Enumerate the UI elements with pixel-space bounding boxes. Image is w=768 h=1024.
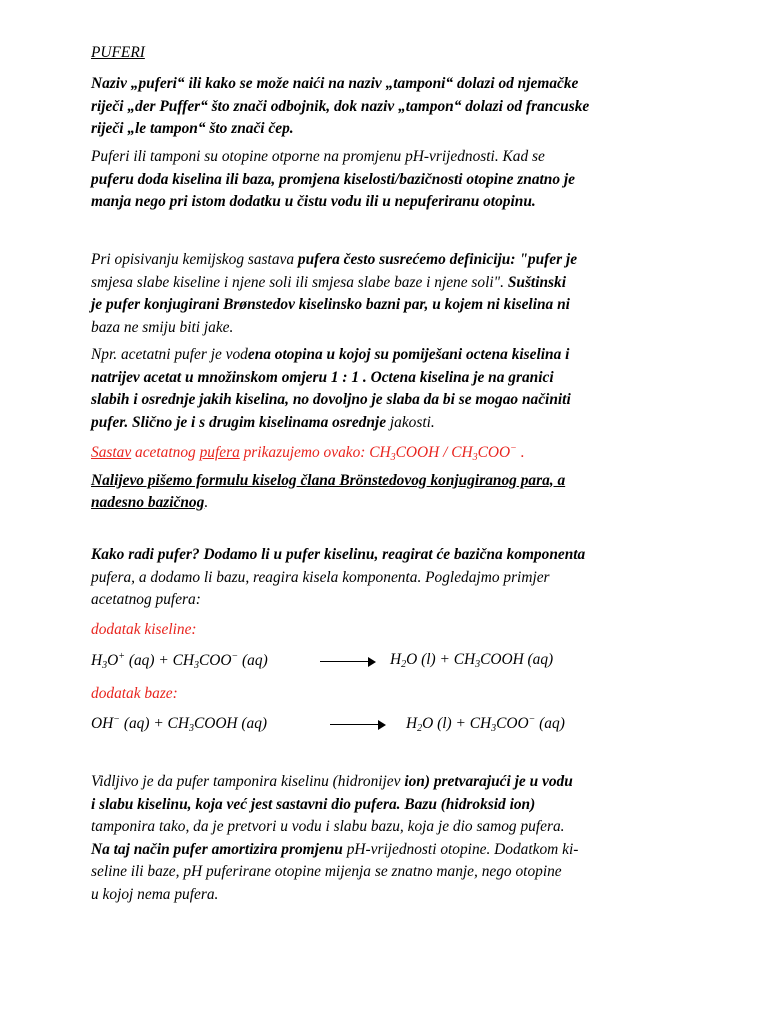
- page-title: PUFERI: [91, 44, 145, 61]
- text-line: tamponira tako, da je pretvori u vodu i slabu bazu, koja je dio samog pufera.: [91, 818, 565, 835]
- text-line: smjesa slabe kiseline i njene soli ili smjesa slabe baze i njene soli". Suštinski: [91, 273, 567, 291]
- text-line: natrijev acetat u množinskom omjeru 1 : 1 . Octena kiselina je na granici: [91, 368, 554, 386]
- text-line: Nalijevo pišemo formulu kiselog člana Brönstedovog konjugiranog para, a: [91, 471, 566, 489]
- text-line: u kojoj nema pufera.: [91, 885, 219, 903]
- text-line: riječi „le tampon“ što znači čep.: [91, 120, 294, 137]
- reaction-arrow-icon: [330, 719, 386, 731]
- text-line: Na taj način pufer amortizira promjenu pH-vrijednosti otopine. Dodatkom ki-: [91, 840, 579, 858]
- text-line: Sastav acetatnog pufera prikazujemo ovako: $CH_3COOH / CH_3COO^-$ .: [91, 443, 525, 463]
- text-line: Vidljivo je da pufer tamponira kiselinu (hidronijev ion) pretvarajući je u vodu: [91, 773, 573, 790]
- equation-left: OH− $(aq) + CH_3COOH$ (aq): [91, 714, 268, 734]
- text-line: Puferi ili tamponi su otopine otporne na promjenu pH-vrijednosti. Kad se: [91, 148, 545, 165]
- text-line: Kako radi pufer? Dodamo li u pufer kiselinu, reagirat će bazična komponenta: [91, 546, 586, 563]
- paragraph-notation: [91, 438, 661, 515]
- text-line: puferu doda kiselina ili baza, promjena kiselosti/bazičnosti otopine znatno je: [91, 170, 576, 188]
- heading-base-addition: dodatak baze:: [91, 685, 178, 702]
- paragraph-definition: [91, 146, 661, 214]
- text-line: Pri opisivanju kemijskog sastava pufera često susrećemo definiciju: "pufer je: [91, 251, 578, 268]
- text-line: acetatnog pufera:: [91, 591, 201, 608]
- text-line: pufera, a dodamo li bazu, reagira kisela komponenta. Pogledajmo primjer: [91, 568, 550, 586]
- text-line: seline ili baze, pH puferirane otopine mijenja se znatno manje, nego otopine: [91, 863, 562, 880]
- paragraph-etymology: [91, 73, 661, 141]
- text-line: nadesno bazičnog.: [91, 494, 209, 511]
- text-line: slabih i osrednje jakih kiselina, no dovoljno je slaba da bi se mogao načiniti: [91, 391, 571, 408]
- text-line: manja nego pri istom dodatku u čistu vodu ili u nepuferiranu otopinu.: [91, 193, 536, 210]
- text-line: Naziv „puferi“ ili kako se može naići na naziv „tamponi“ dolazi od njemačke: [91, 75, 579, 92]
- text-line: je pufer konjugirani Brønstedov kiselinsko bazni par, u kojem ni kiselina ni: [91, 296, 570, 313]
- equation-right: $H_2O$ $(l) + CH_3COOH$ (aq): [390, 651, 554, 670]
- equation-right: $H_2O$ $(l) + CH_3COO^-$ (aq): [406, 714, 565, 734]
- text-line: baza ne smiju biti jake.: [91, 318, 234, 336]
- paragraph-conclusion: [91, 771, 661, 906]
- paragraph-how-it-works: [91, 544, 661, 612]
- paragraph-example: [91, 344, 661, 434]
- text-line: Npr. acetatni pufer je vodena otopina u kojoj su pomiješani octena kiselina i: [91, 346, 570, 363]
- text-line: riječi „der Puffer“ što znači odbojnik, dok naziv „tampon“ dolazi od francuske: [91, 97, 590, 115]
- equation-left: $H_3O^+$ $(aq) + CH_3COO^-$ (aq): [91, 651, 268, 671]
- text-line: i slabu kiselinu, koja već jest sastavni dio pufera. Bazu (hidroksid ion): [91, 795, 536, 813]
- text-line: pufer. Slično je i s drugim kiselinama osrednje jakosti.: [91, 413, 435, 431]
- heading-acid-addition: dodatak kiseline:: [91, 621, 197, 638]
- reaction-arrow-icon: [320, 656, 376, 668]
- paragraph-composition: [91, 249, 661, 339]
